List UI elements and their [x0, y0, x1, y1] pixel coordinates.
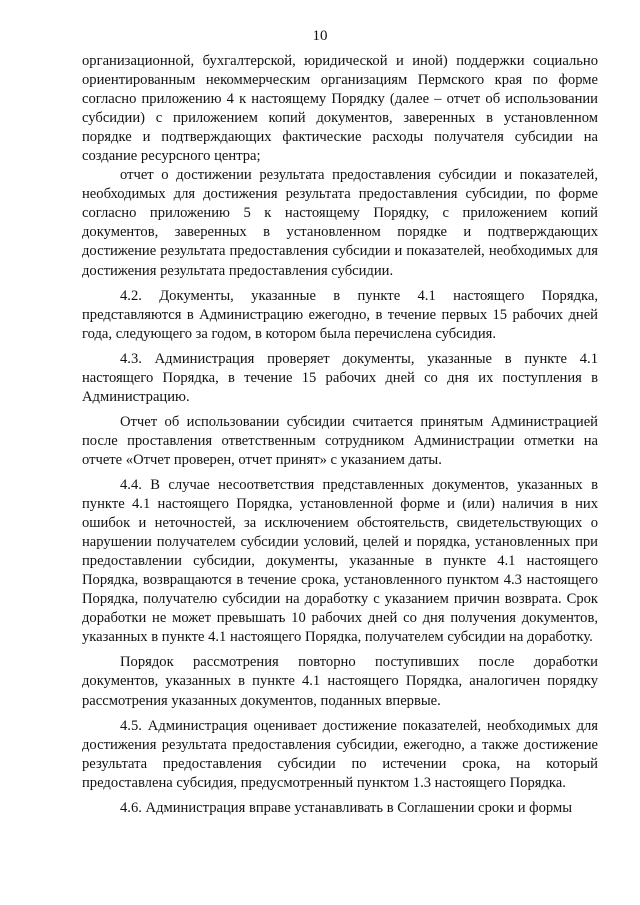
paragraph: 4.4. В случае несоответствия представленных документов, указанных в пункте 4.1 настоящего Порядка, установленной форме и (или) наличия в них ошибок и неточностей, за исключением обстоятельств, свидетельствующих о нарушении получателем субсидии условий, целей и порядка, установленных при предоставлении субсидии, документы, указанные в пункте 4.1 настоящего Порядка, возвращаются в течение срока, установленного пунктом 4.3 настоящего Порядка, получателю субсидии на доработку с указанием причин возврата. Срок доработки не может превышать 10 рабочих дней со дня получения документов, указанных в пункте 4.1 настоящего Порядка, получателем субсидии на доработку.: [82, 476, 598, 646]
paragraph: 4.6. Администрация вправе устанавливать в Соглашении сроки и формы: [120, 799, 573, 816]
page-number: 10: [312, 28, 328, 44]
paragraph: 4.3. Администрация проверяет документы, указанные в пункте 4.1 настоящего Порядка, в течение 15 рабочих дней со дня их поступления в Администрацию.: [82, 350, 598, 405]
paragraph: Порядок рассмотрения повторно поступивших после доработки документов, указанных в пункте 4.1 настоящего Порядка, аналогичен порядку рассмотрения указанных документов, поданных впервые.: [82, 654, 598, 709]
paragraph: отчет о достижении результата предоставления субсидии и показателей, необходимых для достижения результата предоставления субсидии, по форме согласно приложению 5 к настоящему Порядку, с приложением копий документов, заверенных в установленном порядке и подтверждающих достижение результата предоставления субсидии и показателей, необходимых для достижения результата предоставления субсидии.: [82, 167, 598, 279]
paragraph: 4.2. Документы, указанные в пункте 4.1 настоящего Порядка, представляются в Администрацию ежегодно, в течение первых 15 рабочих дней года, следующего за годом, в котором была перечислена субсидия.: [82, 287, 598, 342]
document-body: [82, 52, 598, 818]
paragraph: 4.5. Администрация оценивает достижение показателей, необходимых для достижения результата предоставления субсидии, ежегодно, а также достижение результата предоставления субсидии по истечении срока, на который предоставлена субсидия, предусмотренный пунктом 1.3 настоящего Порядка.: [82, 717, 598, 791]
paragraph: Отчет об использовании субсидии считается принятым Администрацией после проставления ответственным сотрудником Администрации отметки на отчете «Отчет проверен, отчет принят» с указанием даты.: [82, 413, 598, 468]
paragraph: организационной, бухгалтерской, юридической и иной) поддержки социально ориентированным некоммерческим организациям Пермского края по форме согласно приложению 4 к настоящему Порядку (далее – отчет об использовании субсидии) с приложением копий документов, заверенных в установленном порядке и подтверждающих фактические расходы получателя субсидии на создание ресурсного центра;: [82, 53, 598, 165]
